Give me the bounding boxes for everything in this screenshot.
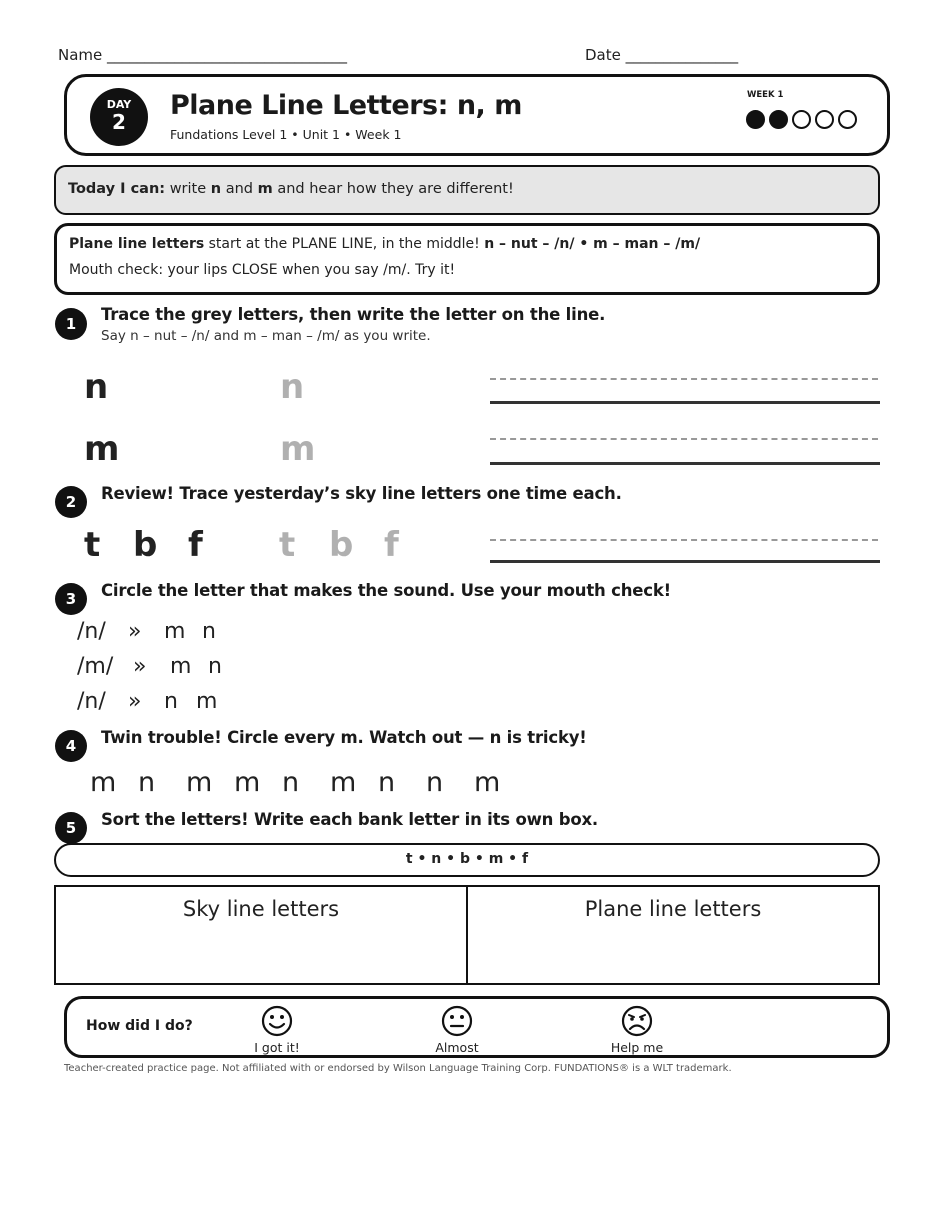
progress-dot-empty bbox=[838, 110, 857, 129]
question-4-number: 4 bbox=[55, 730, 87, 762]
q3-choice[interactable]: n bbox=[208, 654, 222, 679]
info-bold: Plane line letters bbox=[69, 236, 205, 252]
today-lead: Today I can: bbox=[68, 181, 166, 197]
q1-model-letter: m bbox=[84, 429, 120, 469]
question-4-prompt: Twin trouble! Circle every m. Watch out — n is tricky! bbox=[101, 728, 587, 747]
today-goal-text bbox=[68, 181, 514, 197]
progress-dot-filled bbox=[746, 110, 765, 129]
q3-choice[interactable]: m bbox=[170, 654, 192, 679]
sort-column-sky[interactable]: Sky line letters bbox=[56, 887, 468, 983]
q3-choice[interactable]: n bbox=[164, 689, 178, 714]
date-field[interactable]: Date _______________ bbox=[585, 46, 739, 64]
q2-trace-letter[interactable]: t bbox=[279, 525, 296, 565]
q4-letter-row bbox=[90, 767, 522, 798]
q1-model-letter: n bbox=[84, 367, 109, 407]
day-badge bbox=[90, 88, 148, 146]
q2-writing-midline bbox=[490, 539, 878, 541]
q3-arrow: » bbox=[128, 619, 142, 644]
progress-dot-empty bbox=[792, 110, 811, 129]
footer-disclaimer: Teacher-created practice page. Not affiliated with or endorsed by Wilson Language Training Corp. FUNDATIONS® is a WLT trademark. bbox=[64, 1063, 732, 1074]
question-1-prompt: Trace the grey letters, then write the letter on the line. bbox=[101, 305, 606, 324]
q3-sound: /n/ bbox=[77, 619, 106, 644]
q4-letter[interactable]: n bbox=[378, 767, 396, 798]
smiley-face-icon[interactable] bbox=[261, 1005, 293, 1037]
progress-dot-empty bbox=[815, 110, 834, 129]
frowning-face-icon[interactable] bbox=[621, 1005, 653, 1037]
q3-choice[interactable]: m bbox=[196, 689, 218, 714]
q3-sound: /m/ bbox=[77, 654, 114, 679]
today-text-2: and bbox=[221, 181, 258, 197]
q2-writing-baseline[interactable] bbox=[490, 560, 880, 563]
today-letter-1: n bbox=[210, 181, 222, 197]
question-5-number: 5 bbox=[55, 812, 87, 844]
q3-choice[interactable]: n bbox=[202, 619, 216, 644]
letter-bank: t • n • b • m • f bbox=[405, 851, 529, 867]
q2-trace-letter[interactable]: f bbox=[384, 525, 399, 565]
q4-letter[interactable]: n bbox=[138, 767, 156, 798]
week-progress-dots bbox=[746, 110, 857, 129]
question-2-prompt: Review! Trace yesterday’s sky line letters one time each. bbox=[101, 484, 622, 503]
question-2-number: 2 bbox=[55, 486, 87, 518]
info-line-2: Mouth check: your lips CLOSE when you say /m/. Try it! bbox=[69, 262, 456, 278]
self-check-option-label: Help me bbox=[610, 1040, 664, 1055]
today-text-3: and hear how they are different! bbox=[272, 181, 514, 197]
q2-model-letter: f bbox=[188, 525, 203, 565]
progress-dot-filled bbox=[769, 110, 788, 129]
self-check-option-label: Almost bbox=[435, 1040, 479, 1055]
day-label: DAY bbox=[106, 98, 132, 111]
today-text-1: write bbox=[165, 181, 211, 197]
question-5-prompt: Sort the letters! Write each bank letter in its own box. bbox=[101, 810, 599, 829]
q4-letter[interactable]: m bbox=[330, 767, 357, 798]
q3-sound: /n/ bbox=[77, 689, 106, 714]
q3-choice[interactable]: m bbox=[164, 619, 186, 644]
q4-letter[interactable]: m bbox=[186, 767, 213, 798]
question-1-hint: Say n – nut – /n/ and m – man – /m/ as you write. bbox=[101, 328, 431, 344]
name-field[interactable]: Name ________________________________ bbox=[58, 46, 348, 64]
sort-table bbox=[54, 885, 880, 985]
week-label: WEEK 1 bbox=[747, 90, 784, 100]
q4-letter[interactable]: m bbox=[474, 767, 501, 798]
page-subtitle: Fundations Level 1 • Unit 1 • Week 1 bbox=[170, 127, 402, 142]
neutral-face-icon[interactable] bbox=[441, 1005, 473, 1037]
q4-letter[interactable]: m bbox=[234, 767, 261, 798]
q2-model-letter: b bbox=[133, 525, 158, 565]
q3-arrow: » bbox=[133, 654, 147, 679]
q1-writing-baseline[interactable] bbox=[490, 401, 880, 404]
info-line-1 bbox=[69, 236, 700, 252]
q2-model-letter: t bbox=[84, 525, 101, 565]
q3-arrow: » bbox=[128, 689, 142, 714]
self-check-option-label: I got it! bbox=[254, 1040, 300, 1055]
question-3-number: 3 bbox=[55, 583, 87, 615]
today-letter-2: m bbox=[257, 181, 273, 197]
q4-letter[interactable]: n bbox=[426, 767, 444, 798]
q1-writing-midline bbox=[490, 378, 878, 380]
day-number: 2 bbox=[112, 110, 126, 134]
q1-trace-letter[interactable]: n bbox=[280, 367, 305, 407]
q4-letter[interactable]: n bbox=[282, 767, 300, 798]
info-text: start at the PLANE LINE, in the middle! bbox=[204, 236, 485, 252]
q1-writing-midline bbox=[490, 438, 878, 440]
page-title: Plane Line Letters: n, m bbox=[170, 90, 522, 121]
sort-column-plane[interactable]: Plane line letters bbox=[584, 897, 762, 921]
q4-letter[interactable]: m bbox=[90, 767, 117, 798]
info-keywords: n – nut – /n/ • m – man – /m/ bbox=[484, 236, 701, 252]
question-1-number: 1 bbox=[55, 308, 87, 340]
q2-trace-letter[interactable]: b bbox=[329, 525, 354, 565]
question-3-prompt: Circle the letter that makes the sound. Use your mouth check! bbox=[101, 581, 671, 600]
self-check-label: How did I do? bbox=[86, 1018, 193, 1034]
info-box bbox=[54, 223, 880, 295]
q1-writing-baseline[interactable] bbox=[490, 462, 880, 465]
q1-trace-letter[interactable]: m bbox=[280, 429, 316, 469]
